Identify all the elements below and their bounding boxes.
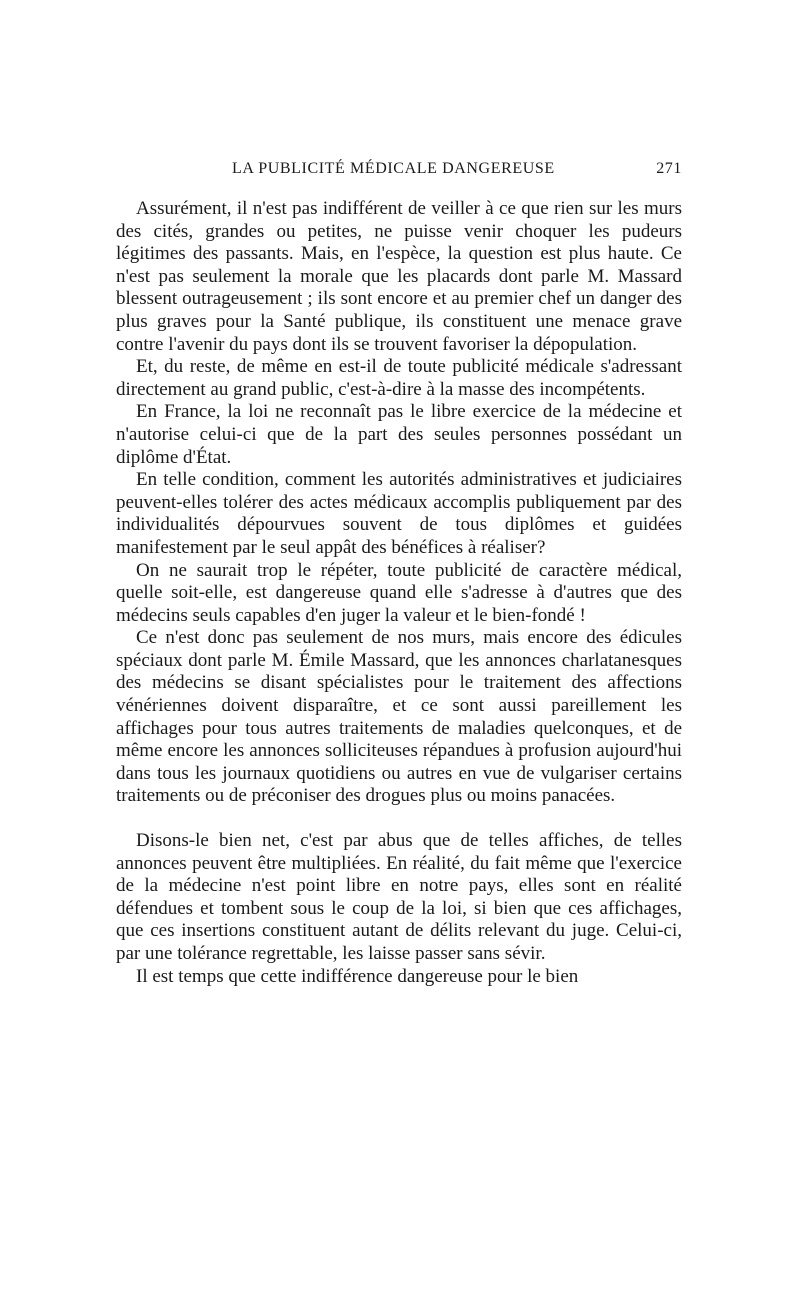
paragraph: Ce n'est donc pas seulement de nos murs, mais encore des édicules spéciaux dont parle M. Émile Massard, que les annonces charlatanesques des médecins se disant spécialistes pour le traitement des affections vénériennes doivent disparaître, et ce sont aussi pareillement les affichages pour tous autres traitements de maladies quelconques, et de même encore les annonces solliciteuses répandues à profusion aujourd'hui dans tous les journaux quotidiens ou autres en vue de vulgariser certains traitements ou de préconiser des drogues plus ou moins panacées. (116, 627, 682, 807)
running-head (116, 160, 682, 182)
body-text (116, 198, 682, 988)
paragraph: En France, la loi ne reconnaît pas le libre exercice de la médecine et n'autorise celui-ci que de la part des seules personnes possédant un diplôme d'État. (116, 401, 682, 468)
page-number: 271 (656, 160, 682, 177)
paragraph: En telle condition, comment les autorités administratives et judiciaires peuvent-elles tolérer des actes médicaux accomplis publiquement par des individualités dépourvues souvent de tous diplômes et guidées manifestement par le seul appât des bénéfices à réaliser? (116, 469, 682, 558)
paragraph: Et, du reste, de même en est-il de toute publicité médicale s'adressant directement au grand public, c'est-à-dire à la masse des incompétents. (116, 356, 682, 400)
paragraph: Assurément, il n'est pas indifférent de veiller à ce que rien sur les murs des cités, grandes ou petites, ne puisse venir choquer les pudeurs légitimes des passants. Mais, en l'espèce, la question est plus haute. Ce n'est pas seulement la morale que les placards dont parle M. Massard blessent outrageusement ; ils sont encore et au premier chef un danger des plus graves pour la Santé publique, ils constituent une menace grave contre l'avenir du pays dont ils se trouvent favoriser la dépopulation. (116, 198, 682, 355)
paragraph: Il est temps que cette indifférence dangereuse pour le bien (136, 965, 579, 987)
paragraph: On ne saurait trop le répéter, toute publicité de caractère médical, quelle soit-elle, est dangereuse quand elle s'adresse à d'autres que des médecins seuls capables d'en juger la valeur et le bien-fondé ! (116, 559, 682, 626)
paragraph: Disons-le bien net, c'est par abus que de telles affiches, de telles annonces peuvent être multipliées. En réalité, du fait même que l'exercice de la médecine n'est point libre en notre pays, elles sont en réalité défendues et tombent sous le coup de la loi, si bien que ces affichages, que ces insertions constituent autant de délits relevant du juge. Celui-ci, par une tolérance regrettable, les laisse passer sans sévir. (116, 830, 682, 964)
running-title: LA PUBLICITÉ MÉDICALE DANGEREUSE (232, 160, 555, 177)
